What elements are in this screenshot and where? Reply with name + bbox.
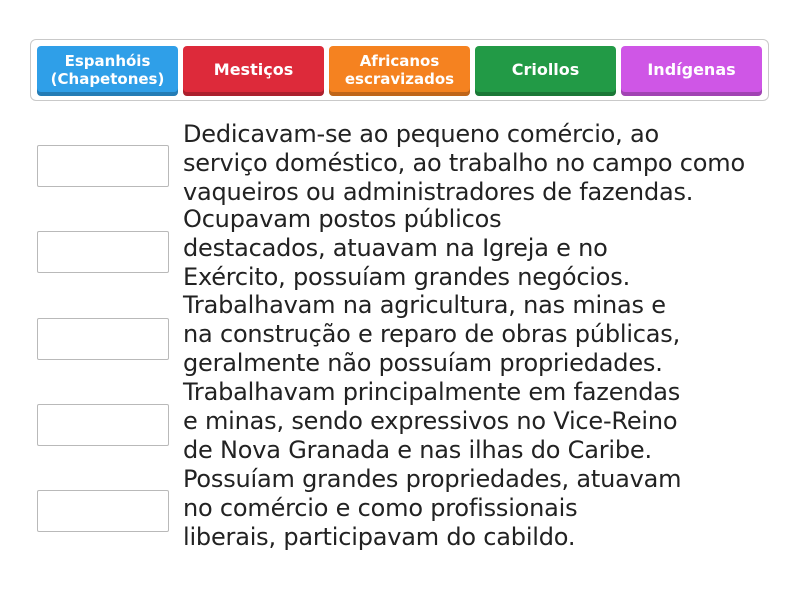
tile-label: Indígenas: [647, 60, 736, 79]
clue-text-3: Trabalhavam na agricultura, nas minas e na construção e reparo de obras públicas, geralmente não possuíam propriedades.: [183, 291, 681, 377]
clue-text-2: Ocupavam postos públicos destacados, atuavam na Igreja e no Exército, possuíam grandes negócios.: [183, 205, 630, 291]
drop-target-5[interactable]: [37, 490, 169, 532]
tile-label: Mestiços: [213, 60, 294, 79]
tile-label: Africanos escravizados: [344, 51, 455, 88]
drop-target-3[interactable]: [37, 318, 169, 360]
tile-label: Espanhóis (Chapetones): [50, 51, 165, 88]
tile-mesticos[interactable]: [183, 46, 324, 96]
drop-target-2[interactable]: [37, 231, 169, 273]
drop-target-1[interactable]: [37, 145, 169, 187]
tile-bank: [30, 39, 769, 101]
clue-text-5: Possuíam grandes propriedades, atuavam no comércio e como profissionais liberais, participavam do cabildo.: [183, 465, 682, 551]
tile-criollos[interactable]: [475, 46, 616, 96]
clue-text-1: Dedicavam-se ao pequeno comércio, ao serviço doméstico, ao trabalho no campo como vaqueiros ou administradores de fazendas.: [183, 120, 745, 206]
tile-label: Criollos: [511, 60, 580, 79]
drop-target-4[interactable]: [37, 404, 169, 446]
tile-africanos[interactable]: [329, 46, 470, 96]
tile-indigenas[interactable]: [621, 46, 762, 96]
tile-espanhois[interactable]: [37, 46, 178, 96]
clue-text-4: Trabalhavam principalmente em fazendas e minas, sendo expressivos no Vice-Reino de Nova Granada e nas ilhas do Caribe.: [183, 378, 681, 464]
